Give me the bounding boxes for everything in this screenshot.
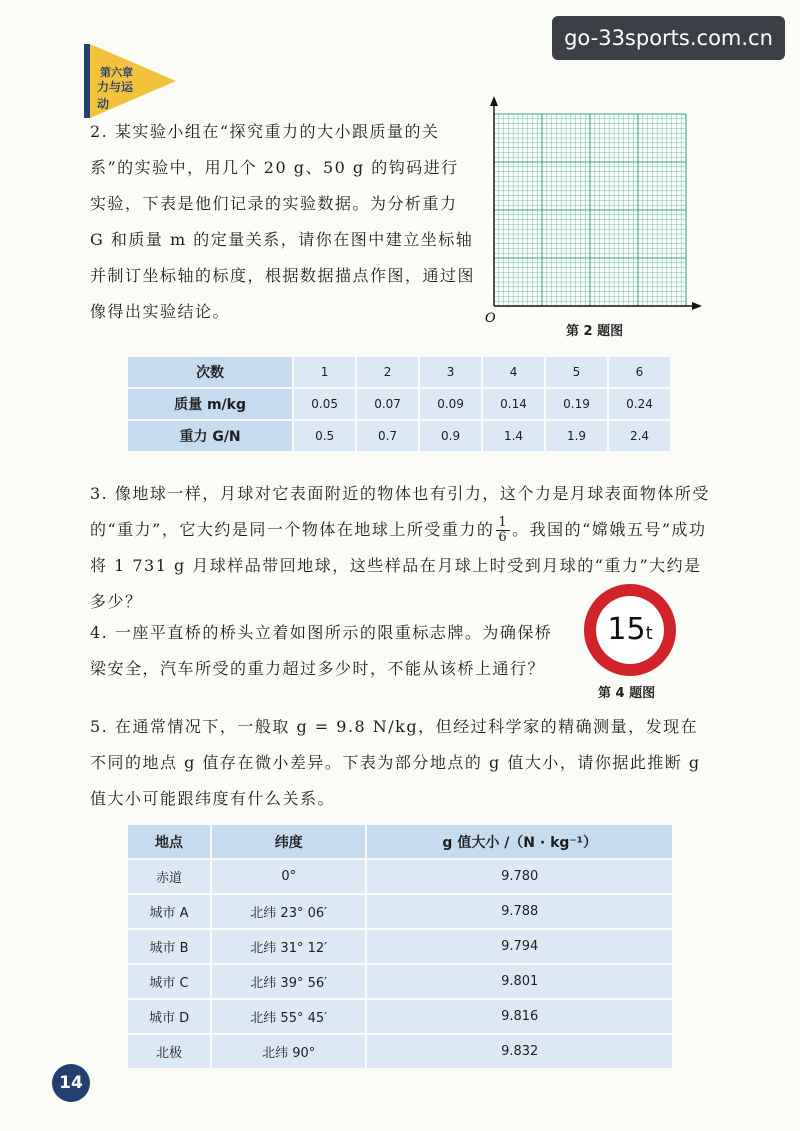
- table-header-cell: 5: [546, 357, 607, 387]
- table-cell: 9.832: [367, 1035, 672, 1068]
- table-cell: 9.788: [367, 895, 672, 928]
- table-row: [128, 1035, 672, 1068]
- question-3-text-before: 3. 像地球一样，月球对它表面附近的物体也有引力，这个力是月球表面物体所受的“重力”，它大约是同一个物体在地球上所受重力的: [90, 484, 710, 539]
- table-header-cell: 3: [420, 357, 481, 387]
- table-cell: 北纬 23° 06′: [212, 895, 365, 928]
- table-row: [128, 421, 670, 451]
- table-header-cell: 4: [483, 357, 544, 387]
- mass-weight-table: [126, 355, 672, 453]
- table-cell: 0.5: [294, 421, 355, 451]
- fraction-one-sixth: [496, 516, 510, 545]
- table-header-row: [128, 357, 670, 387]
- fraction-numerator: 1: [498, 515, 509, 530]
- table-cell: 9.816: [367, 1000, 672, 1033]
- sign-face: [596, 596, 664, 664]
- question-5-text: 5. 在通常情况下，一般取 g = 9.8 N/kg，但经过科学家的精确测量，发现在不同的地点 g 值存在微小差异。下表为部分地点的 g 值大小，请你据此推断 g 值大小可能跟纬度有什么关系。: [90, 717, 701, 808]
- table-cell: 1.9: [546, 421, 607, 451]
- table-cell: 北纬 39° 56′: [212, 965, 365, 998]
- table-cell: 0.24: [609, 389, 670, 419]
- grid-lines: [494, 114, 686, 306]
- origin-label: O: [485, 311, 496, 326]
- question-2-text: 2. 某实验小组在“探究重力的大小跟质量的关系”的实验中，用几个 20 g、50 g 的钩码进行实验，下表是他们记录的实验数据。为分析重力 G 和质量 m 的定量关系，请你在图中建立坐标轴并制订坐标轴的标度，根据数据描点作图，通过图像得出实验结论。: [90, 122, 476, 321]
- row-label-weight: 重力 G/N: [128, 421, 292, 451]
- table-header-cell: 1: [294, 357, 355, 387]
- table-cell: 1.4: [483, 421, 544, 451]
- figure-2-caption: 第 2 题图: [566, 324, 624, 339]
- y-axis-arrow: [490, 96, 498, 106]
- table-cell: 0°: [212, 860, 365, 893]
- table-row: [128, 389, 670, 419]
- table-row: [128, 930, 672, 963]
- chapter-number: 第六章: [100, 66, 133, 79]
- table-header-row: [128, 825, 672, 858]
- table-cell: 2.4: [609, 421, 670, 451]
- table-row: [128, 1000, 672, 1033]
- row-label-mass: 质量 m/kg: [128, 389, 292, 419]
- fraction-denominator: 6: [498, 530, 509, 545]
- sign-unit: t: [645, 623, 653, 644]
- chapter-title: 力与运动: [97, 80, 134, 111]
- table-cell: 北纬 31° 12′: [212, 930, 365, 963]
- table-row: [128, 965, 672, 998]
- x-axis-arrow: [692, 302, 702, 310]
- chapter-tab: [42, 22, 142, 111]
- table-cell: 城市 B: [128, 930, 210, 963]
- page-number: 14: [52, 1064, 90, 1102]
- weight-limit-sign: [584, 584, 676, 676]
- question-4-text: 4. 一座平直桥的桥头立着如图所示的限重标志牌。为确保桥梁安全，汽车所受的重力超过多少时，不能从该桥上通行？: [90, 623, 553, 678]
- question-3-text-after: 。我国的“嫦娥五号”成功将 1 731 g 月球样品带回地球，这些样品在月球上时受到月球的“重力”大约是多少？: [90, 520, 707, 611]
- blank-graph-figure: [482, 96, 702, 336]
- table-cell: 北纬 55° 45′: [212, 1000, 365, 1033]
- table-cell: 北极: [128, 1035, 210, 1068]
- table-cell: 0.7: [357, 421, 418, 451]
- table-header-cell: 纬度: [212, 825, 365, 858]
- table-cell: 北纬 90°: [212, 1035, 365, 1068]
- table-cell: 0.14: [483, 389, 544, 419]
- table-cell: 赤道: [128, 860, 210, 893]
- table-cell: 9.794: [367, 930, 672, 963]
- gravity-latitude-table: [126, 823, 674, 1070]
- table-header-cell: g 值大小 /（N · kg⁻¹）: [367, 825, 672, 858]
- figure-4-caption: 第 4 题图: [598, 686, 656, 701]
- table-header-cell: 地点: [128, 825, 210, 858]
- table-cell: 城市 D: [128, 1000, 210, 1033]
- table-header-cell: 6: [609, 357, 670, 387]
- table-row: [128, 860, 672, 893]
- table-cell: 城市 C: [128, 965, 210, 998]
- table-header-cell: 次数: [128, 357, 292, 387]
- table-cell: 0.09: [420, 389, 481, 419]
- table-header-cell: 2: [357, 357, 418, 387]
- table-cell: 城市 A: [128, 895, 210, 928]
- table-cell: 0.9: [420, 421, 481, 451]
- table-cell: 0.05: [294, 389, 355, 419]
- table-cell: 9.801: [367, 965, 672, 998]
- sign-value: 15: [607, 612, 646, 647]
- table-cell: 0.19: [546, 389, 607, 419]
- table-cell: 0.07: [357, 389, 418, 419]
- table-row: [128, 895, 672, 928]
- table-cell: 9.780: [367, 860, 672, 893]
- watermark-label: go-33sports.com.cn: [552, 16, 785, 60]
